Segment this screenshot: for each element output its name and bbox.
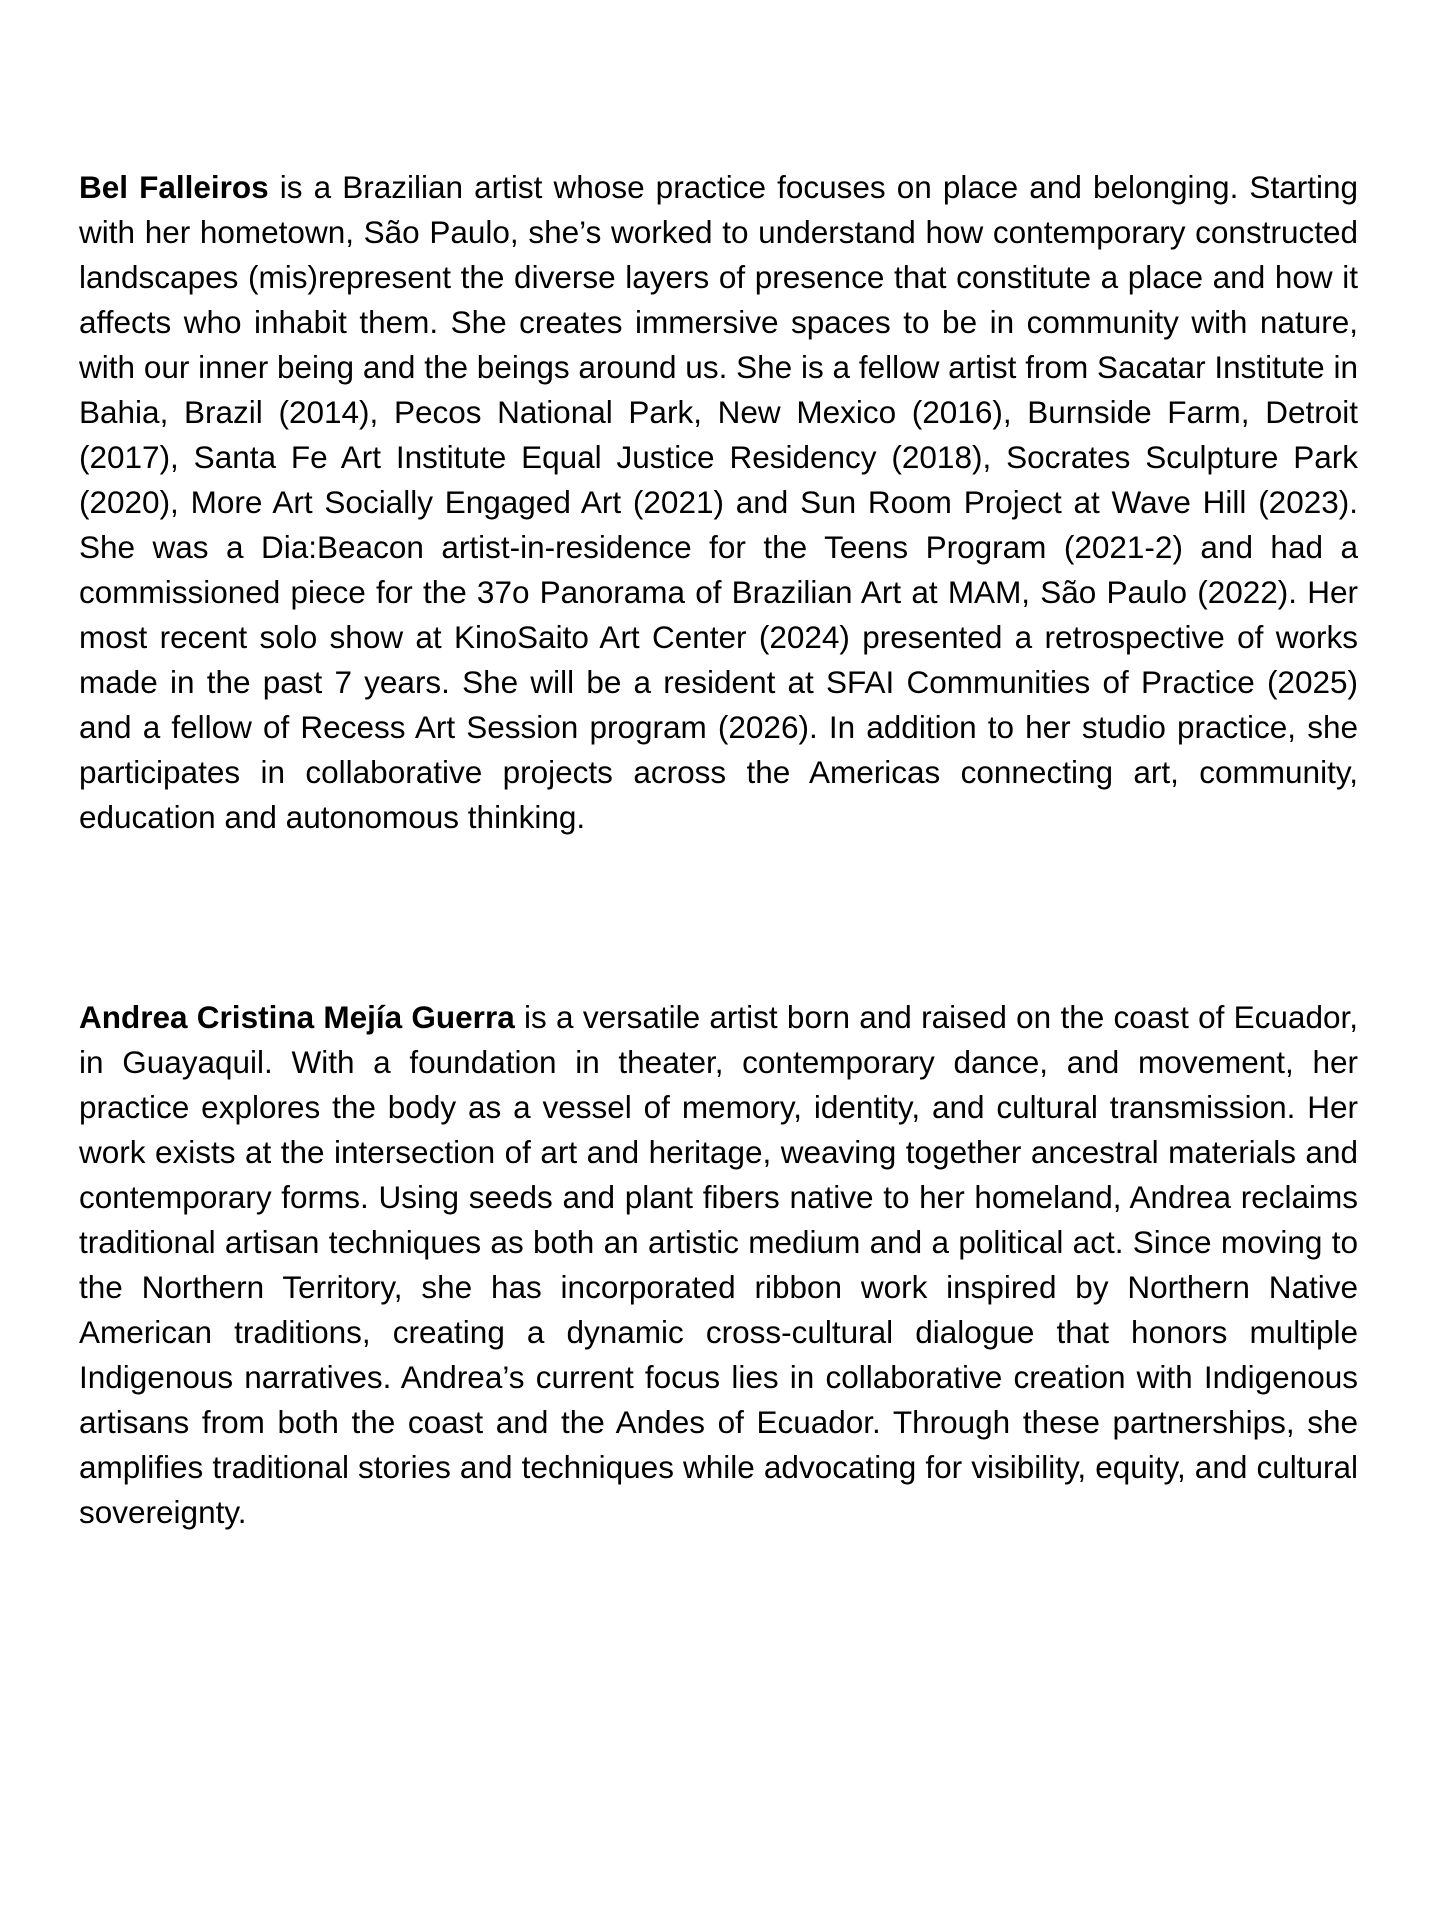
bio-bel-falleiros (79, 165, 1358, 840)
bio-text: is a versatile artist born and raised on the coast of Ecuador, in Guayaquil. With a foundation in theater, contemporary dance, and movement, her practice explores the body as a vessel of memory, identity, and cultural transmission. Her work exists at the intersection of art and heritage, weaving together ancestral materials and contemporary forms. Using seeds and plant fibers native to her homeland, Andrea reclaims traditional artisan techniques as both an artistic medium and a political act. Since moving to the Northern Territory, she has incorporated ribbon work inspired by Northern Native American traditions, creating a dynamic cross-cultural dialogue that honors multiple Indigenous narratives. Andrea’s current focus lies in collaborative creation with Indigenous artisans from both the coast and the Andes of Ecuador. Through these partnerships, she amplifies traditional stories and techniques while advocating for visibility, equity, and cultural sovereignty. (79, 999, 1358, 1530)
bio-andrea-mejia-guerra (79, 995, 1358, 1535)
artist-name: Andrea Cristina Mejía Guerra (79, 999, 515, 1035)
bio-text: is a Brazilian artist whose practice focuses on place and belonging. Starting with her hometown, São Paulo, she’s worked to understand how contemporary constructed landscapes (mis)represent the diverse layers of presence that constitute a place and how it affects who inhabit them. She creates immersive spaces to be in community with nature, with our inner being and the beings around us. She is a fellow artist from Sacatar Institute in Bahia, Brazil (2014), Pecos National Park, New Mexico (2016), Burnside Farm, Detroit (2017), Santa Fe Art Institute Equal Justice Residency (2018), Socrates Sculpture Park (2020), More Art Socially Engaged Art (2021) and Sun Room Project at Wave Hill (2023). She was a Dia:Beacon artist-in-residence for the Teens Program (2021-2) and had a commissioned piece for the 37o Panorama of Brazilian Art at MAM, São Paulo (2022). Her most recent solo show at KinoSaito Art Center (2024) presented a retrospective of works made in the past 7 years. She will be a resident at SFAI Communities of Practice (2025) and a fellow of Recess Art Session program (2026). In addition to her studio practice, she participates in collaborative projects across the Americas connecting art, community, education and autonomous thinking. (79, 169, 1358, 835)
artist-name: Bel Falleiros (79, 169, 269, 205)
